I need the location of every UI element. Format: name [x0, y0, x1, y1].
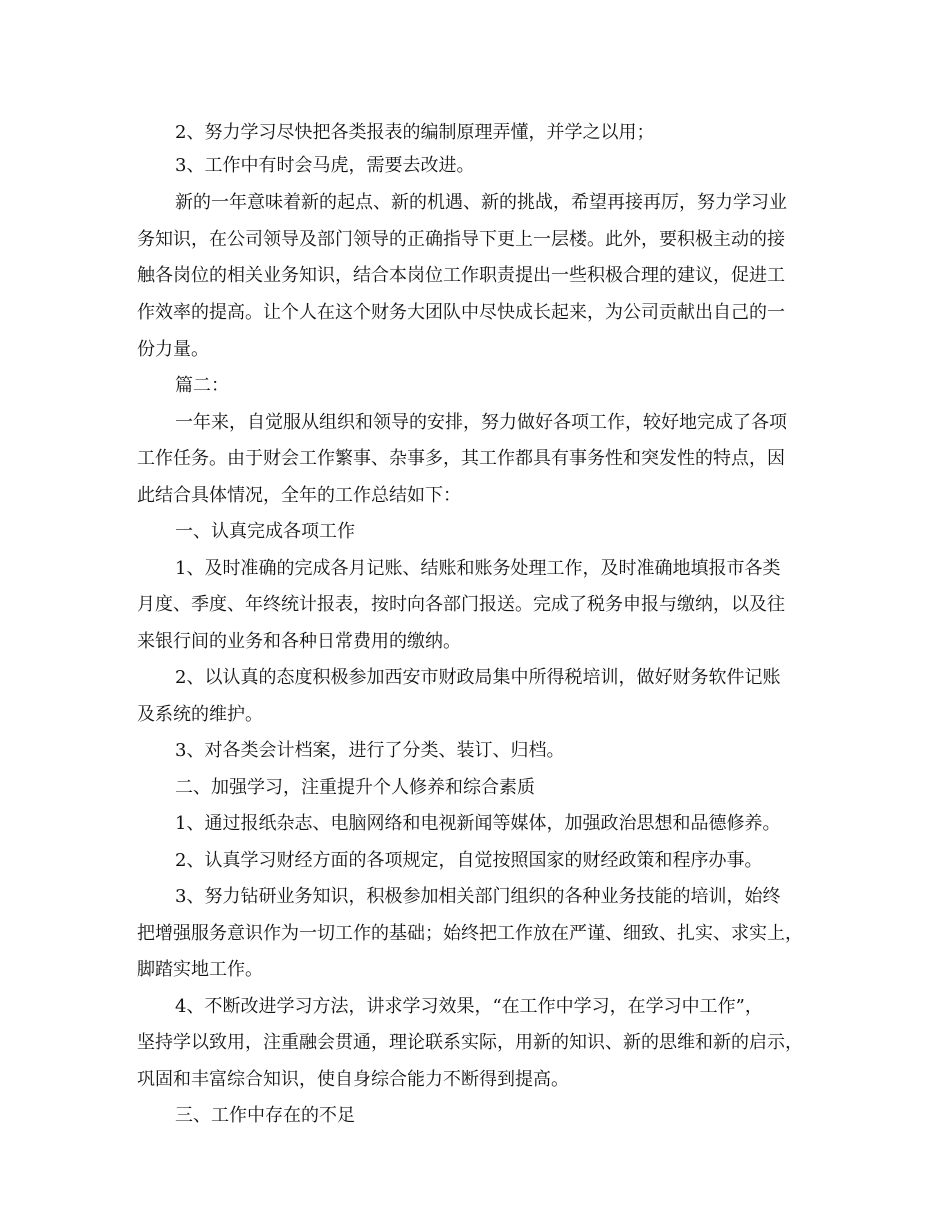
text-line: 坚持学以致用，注重融会贯通，理论联系实际，用新的知识、新的思维和新的启示， — [137, 1032, 803, 1053]
text-line: 一年来，自觉服从组织和领导的安排，努力做好各项工作，较好地完成了各项 — [175, 412, 787, 433]
text-line: 4、不断改进学习方法，讲求学习效果，“在工作中学习，在学习中工作”， — [175, 996, 763, 1017]
text-line: 份力量。 — [137, 339, 209, 360]
text-line: 脚踏实地工作。 — [137, 959, 263, 980]
text-line: 及系统的维护。 — [137, 704, 263, 725]
text-line: 作效率的提高。让个人在这个财务大团队中尽快成长起来，为公司贡献出自己的一 — [137, 302, 785, 323]
text-line: 此结合具体情况，全年的工作总结如下： — [137, 485, 461, 506]
text-line: 2、努力学习尽快把各类报表的编制原理弄懂，并学之以用； — [175, 122, 655, 143]
text-line: 1、及时准确的完成各月记账、结账和账务处理工作，及时准确地填报市各类 — [175, 558, 781, 579]
text-line: 2、以认真的态度积极参加西安市财政局集中所得税培训，做好财务软件记账 — [175, 667, 781, 688]
text-line: 月度、季度、年终统计报表，按时向各部门报送。完成了税务申报与缴纳，以及往 — [137, 594, 785, 615]
section-heading: 篇二： — [175, 375, 229, 396]
text-line: 新的一年意味着新的起点、新的机遇、新的挑战，希望再接再厉，努力学习业 — [175, 192, 787, 213]
text-line: 1、通过报纸杂志、电脑网络和电视新闻等媒体，加强政治思想和品德修养。 — [175, 813, 781, 834]
text-line: 3、对各类会计档案，进行了分类、装订、归档。 — [175, 740, 565, 761]
text-line: 来银行间的业务和各种日常费用的缴纳。 — [137, 631, 461, 652]
text-line: 3、工作中有时会马虎，需要去改进。 — [175, 155, 475, 176]
text-line: 工作任务。由于财会工作繁事、杂事多，其工作都具有事务性和突发性的特点，因 — [137, 448, 785, 469]
text-line: 2、认真学习财经方面的各项规定，自觉按照国家的财经政策和程序办事。 — [175, 850, 763, 871]
text-line: 务知识，在公司领导及部门领导的正确指导下更上一层楼。此外，要积极主动的接 — [137, 229, 785, 250]
section-heading: 三、工作中存在的不足 — [175, 1105, 355, 1126]
text-line: 3、努力钻研业务知识，积极参加相关部门组织的各种业务技能的培训，始终 — [175, 886, 781, 907]
text-line: 把增强服务意识作为一切工作的基础；始终把工作放在严谨、细致、扎实、求实上， — [137, 923, 803, 944]
section-heading: 一、认真完成各项工作 — [175, 521, 355, 542]
text-line: 触各岗位的相关业务知识，结合本岗位工作职责提出一些积极合理的建议，促进工 — [137, 265, 785, 286]
section-heading: 二、加强学习，注重提升个人修养和综合素质 — [175, 777, 535, 798]
text-line: 巩固和丰富综合知识，使自身综合能力不断得到提高。 — [137, 1069, 569, 1090]
